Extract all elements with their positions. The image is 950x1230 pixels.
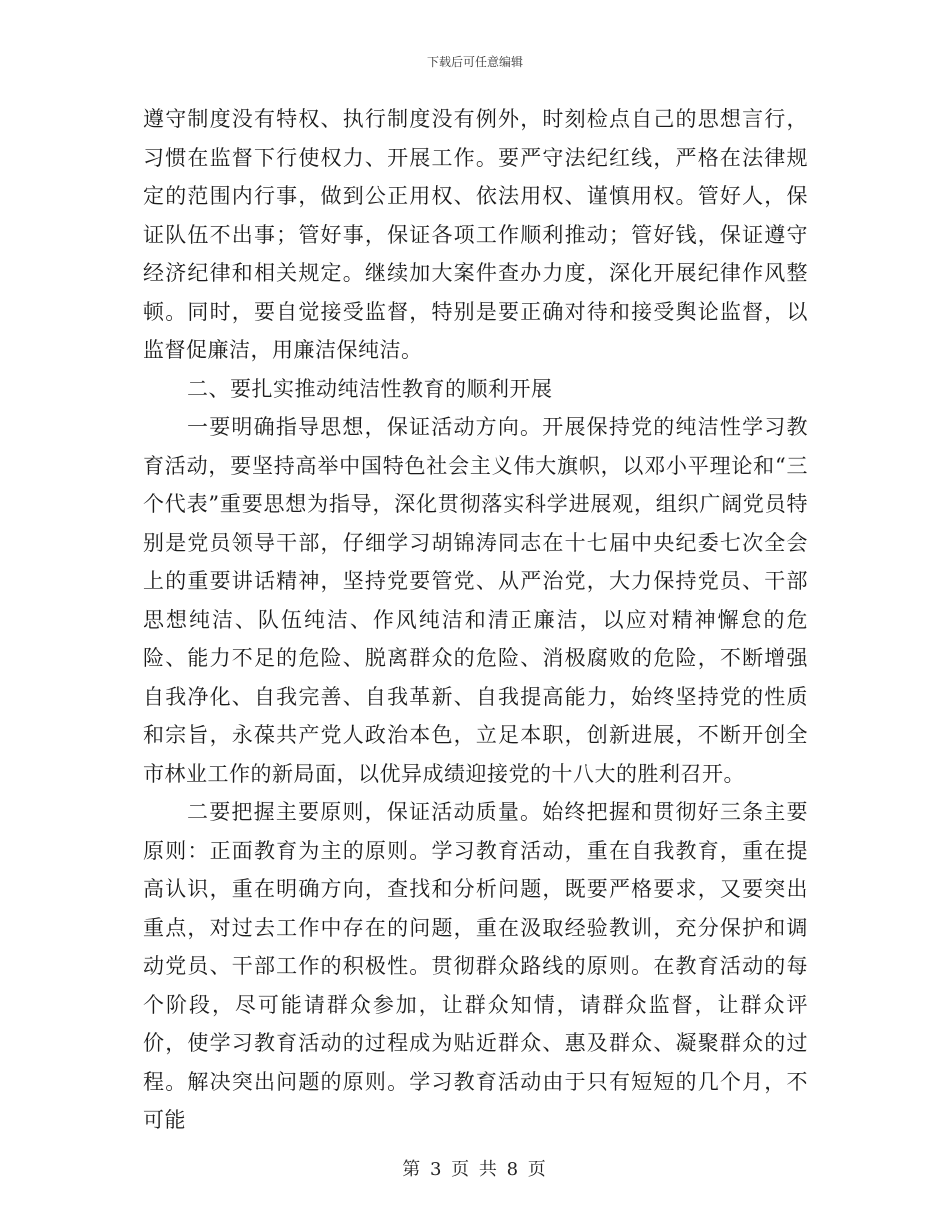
page-header: 下载后可任意编辑 [426, 55, 523, 69]
page-number: 第 3 页 共 8 页 [402, 1159, 548, 1180]
paragraph-1: 遵守制度没有特权、执行制度没有例外，时刻检点自己的思想言行，习惯在监督下行使权力、开展工作。要严守法纪红线，严格在法律规定的范围内行事，做到公正用权、依法用权、谨慎用权。管好人，保证队伍不出事；管好事，保证各项工作顺利推动；管好钱，保证遵守经济纪律和相关规定。继续加大案件查办力度，深化开展纪律作风整顿。同时，要自觉接受监督，特别是要正确对待和接受舆论监督，以监督促廉洁，用廉洁保纯洁。 [143, 107, 808, 362]
section-heading: 二、要扎实推动纯洁性教育的顺利开展 [187, 376, 553, 401]
paragraph-2: 一要明确指导思想，保证活动方向。开展保持党的纯洁性学习教育活动，要坚持高举中国特色社会主义伟大旗帜，以邓小平理论和“三个代表”重要思想为指导，深化贯彻落实科学进展观，组织广阔党员特别是党员领导干部，仔细学习胡锦涛同志在十七届中央纪委七次全会上的重要讲话精神，坚持党要管党、从严治党，大力保持党员、干部思想纯洁、队伍纯洁、作风纯洁和清正廉洁，以应对精神懈怠的危险、能力不足的危险、脱离群众的危险、消极腐败的危险，不断增强自我净化、自我完善、自我革新、自我提高能力，始终坚持党的性质和宗旨，永葆共产党人政治本色，立足本职，创新进展，不断开创全市林业工作的新局面，以优异成绩迎接党的十八大的胜利召开。 [143, 415, 808, 786]
paragraph-3: 二要把握主要原则，保证活动质量。始终把握和贯彻好三条主要原则：正面教育为主的原则。学习教育活动，重在自我教育，重在提高认识，重在明确方向，查找和分析问题，既要严格要求，又要突出重点，对过去工作中存在的问题，重在汲取经验教训，充分保护和调动党员、干部工作的积极性。贯彻群众路线的原则。在教育活动的每个阶段，尽可能请群众参加，让群众知情，请群众监督，让群众评价，使学习教育活动的过程成为贴近群众、惠及群众、凝聚群众的过程。解决突出问题的原则。学习教育活动由于只有短短的几个月，不可能 [143, 800, 808, 1132]
document-body [143, 100, 808, 1140]
